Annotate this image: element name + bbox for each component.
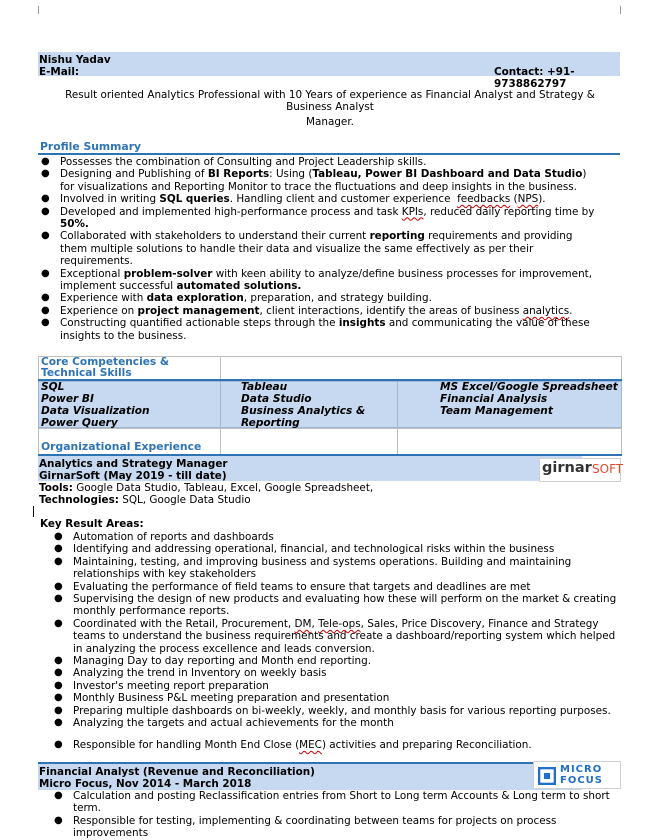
text-cursor xyxy=(33,506,34,517)
list-item: ● Analyzing the trend in Inventory on weekly basis xyxy=(54,667,327,680)
list-item: ● Responsible for handling Month End Close (MEC) activities and preparing Reconciliation. xyxy=(54,739,532,751)
list-item: ● Collaborated with stakeholders to understand their current reporting requirements and providing them multiple solutions to handle their data and visualize the same effectively as per their requirements. xyxy=(41,230,573,268)
list-item: ● Managing Day to day reporting and Month end reporting. xyxy=(54,655,372,668)
candidate-name: Nishu Yadav xyxy=(39,54,111,66)
skill-col-3: MS Excel/Google Spreadsheet Financial Analysis Team Management xyxy=(440,381,618,417)
contact-number: 9738862797 xyxy=(494,78,567,90)
org-experience-title: Organizational Experience xyxy=(41,440,202,453)
list-item: ● Evaluating the performance of field teams to ensure that targets and deadlines are met xyxy=(54,580,531,593)
profile-bullets xyxy=(41,156,620,342)
list-item: ● Automation of reports and dashboards xyxy=(54,531,274,543)
skill-col-2: Tableau Data Studio Business Analytics & Reporting xyxy=(241,381,366,429)
job1-title: Analytics and Strategy Manager xyxy=(39,458,228,470)
profile-summary-title: Profile Summary xyxy=(40,140,142,153)
list-item: ● Experience with data exploration, preparation, and strategy building. xyxy=(41,292,432,305)
list-item: ● Developed and implemented high-performance process and task KPIs, reduced daily reporting time by 50%. xyxy=(41,205,595,231)
list-item: ● Exceptional problem-solver with keen ability to analyze/define business processes for improvement, implement successful automated solutions. xyxy=(41,267,593,293)
job2-title: Financial Analyst (Revenue and Reconciliation) xyxy=(39,766,315,778)
list-item: ● Preparing multiple dashboards on bi-weekly, weekly, and monthly basis for various reporting purposes. xyxy=(54,704,611,717)
summary-line: Result oriented Analytics Professional with 10 Years of experience as Financial Analyst and Strategy & Business Analyst xyxy=(65,89,595,114)
list-item: ● Experience on project management, client interactions, identify the areas of business analytics. xyxy=(41,304,573,317)
list-item: ● Maintaining, testing, and improving business and systems operations. Building and maintaining relationships with key stakeholders xyxy=(54,555,572,581)
list-item: ● Involved in writing SQL queries. Handling client and customer experience feedbacks (NPS). xyxy=(41,193,546,206)
kra-title: Key Result Areas: xyxy=(40,518,144,530)
competencies-header-empty xyxy=(220,356,622,380)
job1-technologies: Technologies: SQL, Google Data Studio xyxy=(39,494,251,506)
job1-tools: Tools: Google Data Studio, Tableau, Excel, Google Spreadsheet, xyxy=(39,482,374,494)
org-exp-empty-1 xyxy=(220,428,398,456)
list-item: ● Supervising the design of new products and evaluating how these will perform on the market & creating monthly performance reports. xyxy=(54,593,617,618)
job1-company: GirnarSoft (May 2019 - till date) xyxy=(39,470,227,482)
list-item: ● Constructing quantified actionable steps through the insights and communicating the value of these insights to the business. xyxy=(41,317,590,342)
email-label: E-Mail: xyxy=(39,66,80,78)
list-item: ● Designing and Publishing of BI Reports: Using (Tableau, Power BI Dashboard and Data Studio) for visualizations and Reporting Monitor to trace the fluctuations and deep insights in the business. xyxy=(41,168,587,193)
skill-col-1: SQL Power BI Data Visualization Power Query xyxy=(41,381,150,429)
list-item: ● Coordinated with the Retail, Procurement, DM, Tele-ops, Sales, Price Discovery, Finance and Strategy teams to understand the business requirements and create a dashboard/reporting system which helped in analyzing the process excellence and leads conversion. xyxy=(54,617,616,655)
section-rule xyxy=(38,153,620,155)
list-item: ● Identifying and addressing operational, financial, and technological risks within the business xyxy=(54,543,555,556)
girnarsoft-logo: girnar SOFT xyxy=(539,458,621,482)
list-item: ● Responsible for testing, implementing & coordinating between teams for projects on process improvements xyxy=(54,814,557,840)
job2-bullets xyxy=(54,790,625,840)
org-exp-empty-2 xyxy=(397,428,622,456)
list-item: ● Monthly Business P&L meeting preparation and presentation xyxy=(54,692,390,705)
kra-list-last xyxy=(54,739,625,751)
summary-line-2: Manager. xyxy=(306,116,354,128)
list-item: ● Analyzing the targets and actual achievements for the month xyxy=(54,717,394,730)
list-item: ● Possesses the combination of Consulting and Project Leadership skills. xyxy=(41,156,427,168)
microfocus-logo: MICRO FOCUS xyxy=(533,761,621,789)
corner-mark-left xyxy=(28,6,39,14)
corner-mark-right xyxy=(620,6,631,14)
list-item: ● Calculation and posting Reclassification entries from Short to Long term Accounts & Long term to short term. xyxy=(54,790,610,815)
competencies-title: Core Competencies & Technical Skills xyxy=(41,356,170,379)
list-item: ● Investor's meeting report preparation xyxy=(54,679,269,692)
kra-list xyxy=(54,531,625,730)
microfocus-logo-mark xyxy=(538,767,556,785)
competencies-table xyxy=(38,356,622,456)
contact-label: Contact: +91- xyxy=(494,66,575,78)
job2-company: Micro Focus, Nov 2014 - March 2018 xyxy=(39,778,252,790)
